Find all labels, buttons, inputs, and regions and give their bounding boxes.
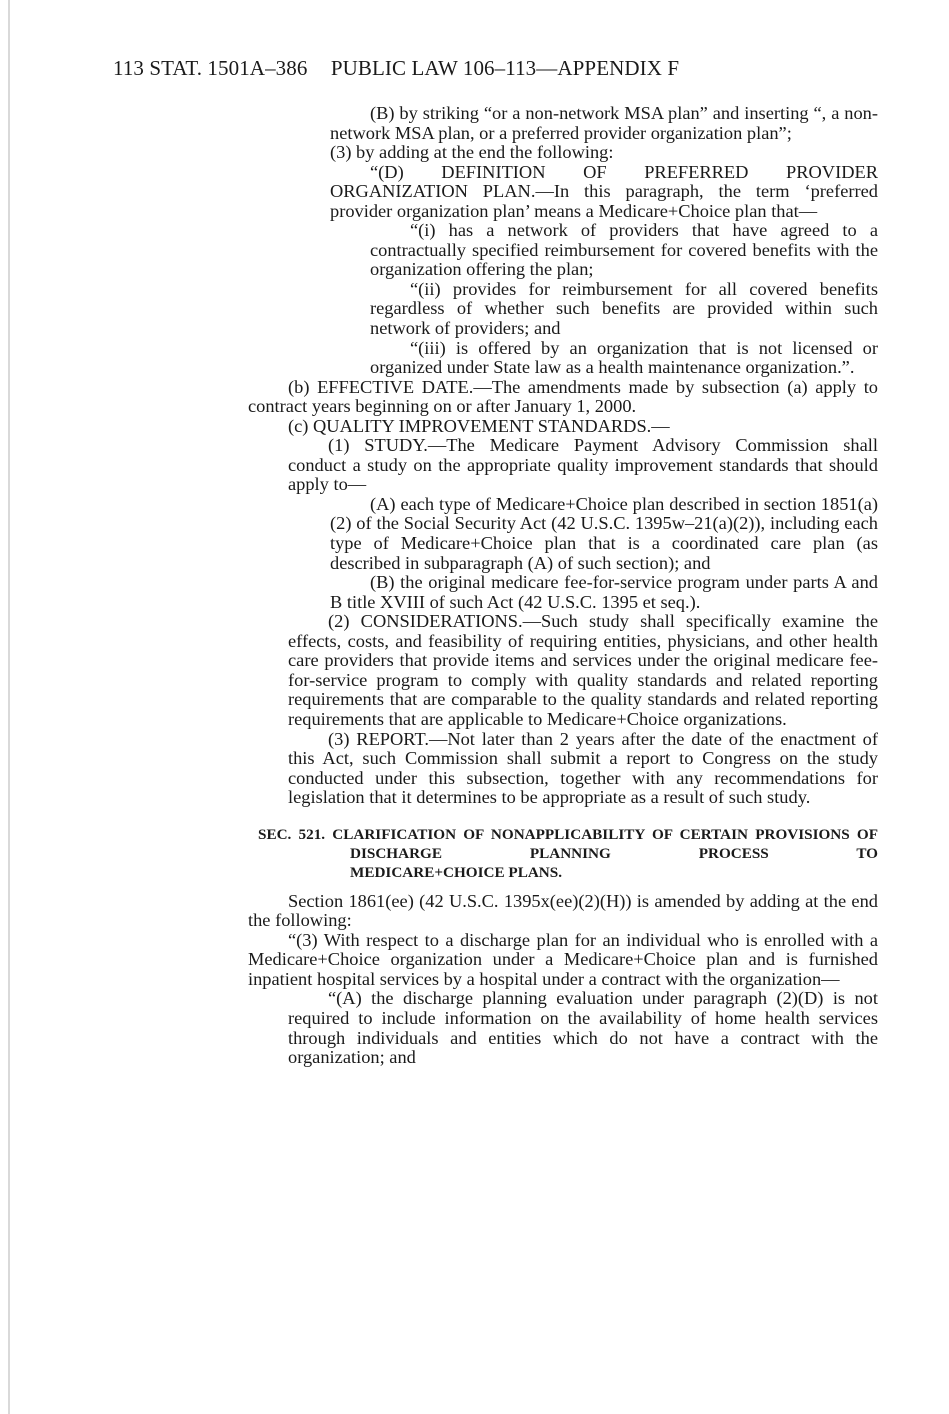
- para-ii-reimbursement: “(ii) provides for reimbursement for all covered benefits regardless of whether such benefits are provided within such network of providers; and: [370, 278, 878, 339]
- section-heading: SEC. 521. CLARIFICATION OF NONAPPLICABILITY OF CERTAIN PROVISIONS OF DISCHARGE PLANNING PROCESS TO: [258, 825, 878, 862]
- para-3-adding: (3) by adding at the end the following:: [330, 142, 614, 163]
- document-body: [248, 104, 878, 1068]
- para-i-network: “(i) has a network of providers that have agreed to a contractually specified reimbursement for covered benefits with the organization offering the plan;: [370, 220, 878, 280]
- section-text-amended: Section 1861(ee) (42 U.S.C. 1395x(ee)(2)(H)) is amended by adding at the end the following:: [248, 890, 878, 931]
- para-c-quality: (c) QUALITY IMPROVEMENT STANDARDS.—: [288, 415, 670, 436]
- section-text-a-evaluation: “(A) the discharge planning evaluation under paragraph (2)(D) is not required to include information on the availability of home health services through individuals and entities which do not have a contract with the organization; and: [288, 988, 878, 1068]
- header-title: PUBLIC LAW 106–113—APPENDIX F: [330, 56, 680, 80]
- para-3-report: (3) REPORT.—Not later than 2 years after the date of the enactment of this Act, such Commission shall submit a report to Congress on the study conducted under this subsection, together with any recommendations for legislation that it determines to be appropriate as a result of such study.: [288, 728, 878, 808]
- para-b-striking: (B) by striking “or a non-network MSA plan” and inserting “, a non-network MSA plan, or a preferred provider organization plan”;: [330, 103, 878, 143]
- section-text-discharge-plan: “(3) With respect to a discharge plan for an individual who is enrolled with a Medicare+Choice organization under a Medicare+Choice plan and is furnished inpatient hospital services by a hospital under a contract with the organization—: [248, 929, 878, 989]
- section-heading-last: MEDICARE+CHOICE PLANS.: [350, 863, 563, 881]
- study-heading: STUDY.: [364, 435, 428, 456]
- para-a-each-type: (A) each type of Medicare+Choice plan described in section 1851(a)(2) of the Social Security Act (42 U.S.C. 1395w–21(a)(2)), including each type of Medicare+Choice plan that is a coordinated care plan (as described in subparagraph (A) of such section); and: [330, 493, 878, 573]
- para-iii-offered: “(iii) is offered by an organization that is not licensed or organized under State law as a health maintenance organization.”.: [370, 337, 878, 378]
- para-d-definition: “(D) DEFINITION OF PREFERRED PROVIDER ORGANIZATION PLAN.—In this paragraph, the term ‘preferred provider organization plan’ means a Medicare+Choice plan that—: [330, 161, 878, 221]
- definition-heading: DEFINITION OF PREFERRED PROVIDER ORGANIZATION PLAN.: [330, 161, 878, 202]
- quality-heading: QUALITY IMPROVEMENT STANDARDS.: [313, 415, 652, 436]
- para-b-effective-date: (b) EFFECTIVE DATE.—The amendments made by subsection (a) apply to contract years beginning on or after January 1, 2000.: [248, 376, 878, 417]
- para-1-study: (1) STUDY.—The Medicare Payment Advisory Commission shall conduct a study on the appropriate quality improvement standards that should apply to—: [288, 435, 878, 495]
- report-heading: REPORT.: [356, 728, 429, 749]
- considerations-heading: CONSIDERATIONS.: [360, 611, 523, 632]
- page-number: 113 STAT. 1501A–386: [113, 56, 308, 80]
- page-edge: [8, 0, 10, 1414]
- effective-date-heading: EFFECTIVE DATE.: [317, 376, 474, 397]
- page-header: [113, 56, 679, 81]
- para-b-original: (B) the original medicare fee-for-service program under parts A and B title XVIII of such Act (42 U.S.C. 1395 et seq.).: [330, 572, 878, 612]
- para-2-considerations: (2) CONSIDERATIONS.—Such study shall specifically examine the effects, costs, and feasibility of requiring entities, physicians, and other health care providers that provide items and services under the original medicare fee-for-service program to comply with quality standards and related reporting requirements that are comparable to the quality standards and related reporting requirements that are applicable to Medicare+Choice organizations.: [288, 611, 878, 729]
